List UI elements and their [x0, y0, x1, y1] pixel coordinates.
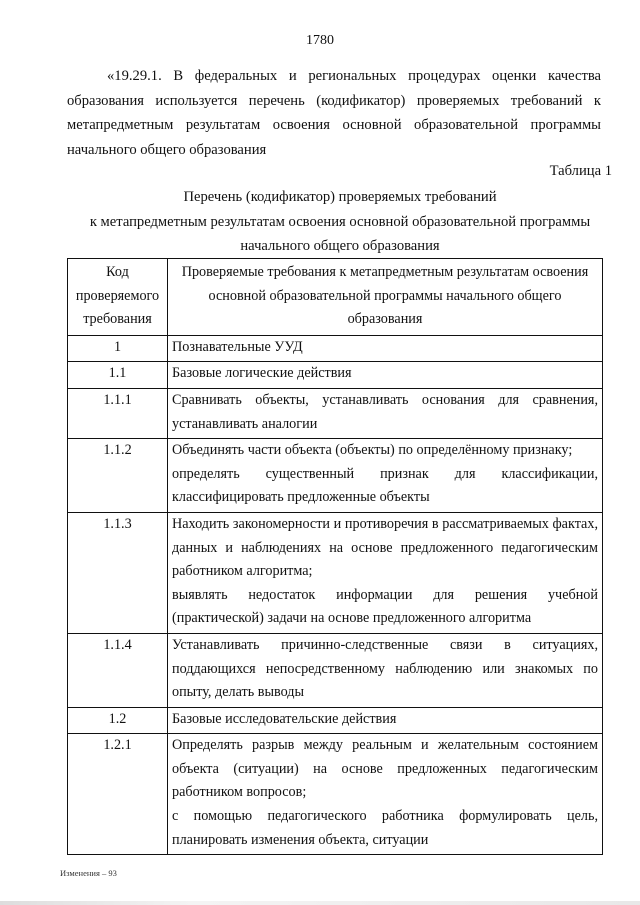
footer-note: Изменения – 93 [60, 868, 117, 878]
requirement-code: 1.1.2 [68, 439, 168, 513]
requirement-paragraph: Базовые логические действия [172, 365, 352, 382]
table-label: Таблица 1 [549, 163, 612, 179]
requirement-code: 1.1.4 [68, 633, 168, 707]
table-row [68, 707, 603, 734]
table-header-row [68, 259, 603, 336]
table-caption [40, 185, 640, 259]
requirement-paragraph: определять существенный признак для классификации, классифицировать предложенные объекты [172, 465, 598, 506]
requirement-text [168, 335, 603, 362]
table-row [68, 734, 603, 855]
requirement-paragraph: выявлять недостаток информации для решения учебной (практической) задачи на основе предложенного алгоритма [172, 586, 598, 627]
requirement-text [168, 707, 603, 734]
table-row [68, 439, 603, 513]
requirement-text [168, 512, 603, 633]
requirement-code: 1 [68, 335, 168, 362]
page-number: 1780 [306, 33, 334, 48]
intro-paragraph: «19.29.1. В федеральных и региональных процедурах оценки качества образования используется перечень (кодификатор) проверяемых требований к метапредметным результатам освоения основной образовательной программы начального общего образования [67, 68, 601, 158]
header-code: Код проверяемого требования [68, 259, 168, 336]
requirement-code: 1.1.1 [68, 388, 168, 438]
requirement-paragraph: Находить закономерности и противоречия в рассматриваемых фактах, данных и наблюдениях на основе предложенного педагогическим работником алгоритма; [172, 515, 598, 580]
header-requirements: Проверяемые требования к метапредметным результатам освоения основной образовательной программы начального общего образования [168, 259, 603, 336]
table-row [68, 388, 603, 438]
requirement-paragraph: с помощью педагогического работника формулировать цель, планировать изменения объекта, ситуации [172, 808, 598, 848]
requirement-code: 1.2.1 [68, 734, 168, 855]
caption-line: Перечень (кодификатор) проверяемых требований [183, 189, 497, 205]
table-row [68, 633, 603, 707]
requirement-paragraph: Устанавливать причинно-следственные связи в ситуациях, поддающихся непосредственному наблюдению или знакомых по опыту, делать выводы [172, 636, 598, 701]
table-row [68, 512, 603, 633]
requirement-paragraph: Определять разрыв между реальным и желательным состоянием объекта (ситуации) на основе предложенных педагогическим работником вопросов; [172, 737, 598, 801]
requirement-code: 1.2 [68, 707, 168, 734]
requirement-text [168, 439, 603, 513]
requirement-text [168, 388, 603, 438]
requirement-text [168, 362, 603, 389]
requirement-paragraph: Сравнивать объекты, устанавливать основания для сравнения, устанавливать аналогии [172, 391, 598, 432]
scan-edge [0, 901, 640, 905]
requirement-text [168, 633, 603, 707]
requirement-paragraph: Базовые исследовательские действия [172, 710, 397, 727]
requirement-code: 1.1.3 [68, 512, 168, 633]
table-body [68, 335, 603, 854]
table-row [68, 362, 603, 389]
caption-line: начального общего образования [240, 238, 440, 254]
table-row [68, 335, 603, 362]
requirement-text [168, 734, 603, 855]
requirements-table [67, 258, 603, 855]
requirement-code: 1.1 [68, 362, 168, 389]
requirement-paragraph: Познавательные УУД [172, 338, 303, 355]
requirement-paragraph: Объединять части объекта (объекты) по определённому признаку; [172, 442, 573, 459]
caption-line: к метапредметным результатам освоения основной образовательной программы [89, 213, 591, 230]
